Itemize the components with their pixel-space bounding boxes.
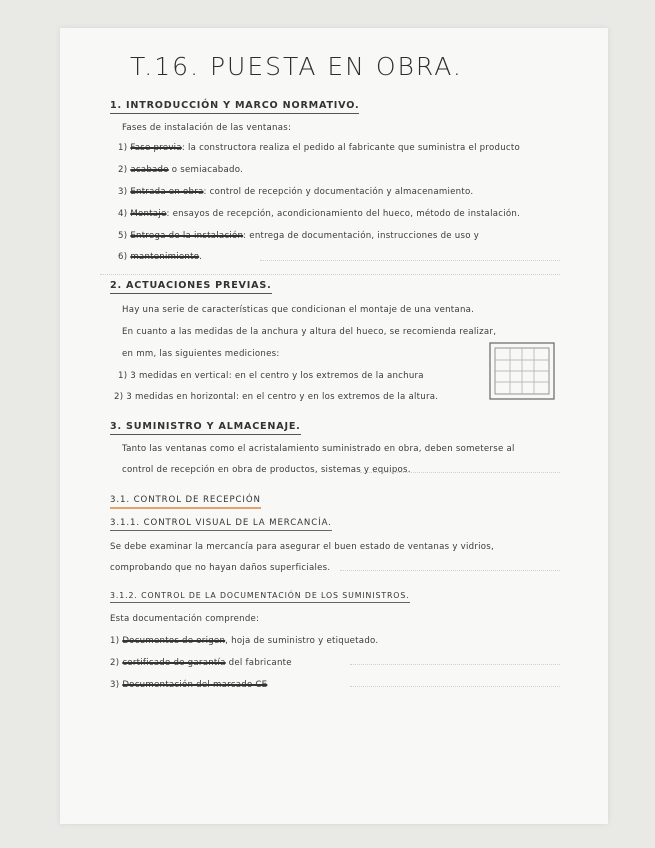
list-item: 5) Entrega de la instalación: entrega de documentación, instrucciones de uso y	[118, 231, 480, 241]
paragraph-line: Se debe examinar la mercancía para asegurar el buen estado de ventanas y vidrios,	[110, 542, 494, 552]
dotted-rule	[100, 274, 560, 275]
list-item: 3) Documentación del marcado CE	[110, 680, 268, 690]
paragraph-line: en mm, las siguientes mediciones:	[122, 349, 280, 359]
dotted-rule	[260, 260, 560, 261]
window-measurement-sketch	[488, 341, 556, 401]
dotted-rule	[350, 664, 560, 665]
paragraph-line: Tanto las ventanas como el acristalamiento suministrado en obra, deben someterse al	[122, 444, 515, 454]
list-item: 3) Entrada en obra: control de recepción y documentación y almacenamiento.	[118, 187, 474, 197]
paragraph-line: En cuanto a las medidas de la anchura y altura del hueco, se recomienda realizar,	[122, 327, 497, 337]
list-item: 2) acabado o semiacabado.	[118, 165, 244, 175]
document-page	[60, 28, 608, 824]
section-3-heading: 3. SUMINISTRO Y ALMACENAJE.	[110, 421, 301, 435]
list-item: 1) Fase previa: la constructora realiza el pedido al fabricante que suministra el producto	[118, 143, 520, 153]
paragraph-line: Esta documentación comprende:	[110, 614, 260, 624]
dotted-rule	[360, 472, 560, 473]
section-2-heading: 2. ACTUACIONES PREVIAS.	[110, 280, 272, 294]
paragraph-line: Hay una serie de características que condicionan el montaje de una ventana.	[122, 305, 475, 315]
list-item: 6) mantenimiento.	[118, 252, 203, 262]
section-1-intro: Fases de instalación de las ventanas:	[122, 123, 292, 133]
subsection-3-1-2-heading: 3.1.2. CONTROL DE LA DOCUMENTACIÓN DE LOS SUMINISTROS.	[110, 591, 410, 603]
page-title: T.16. PUESTA EN OBRA.	[130, 52, 463, 81]
list-item: 2) certificado de garantía del fabricante	[110, 658, 292, 668]
paragraph-line: comprobando que no hayan daños superficiales.	[110, 563, 331, 573]
subsection-3-1-heading: 3.1. CONTROL DE RECEPCIÓN	[110, 495, 261, 509]
list-item: 1) Documentos de origen, hoja de suministro y etiquetado.	[110, 636, 379, 646]
list-item: 1) 3 medidas en vertical: en el centro y los extremos de la anchura	[118, 371, 424, 381]
section-1-heading: 1. INTRODUCCIÓN Y MARCO NORMATIVO.	[110, 100, 359, 114]
dotted-rule	[340, 570, 560, 571]
dotted-rule	[350, 686, 560, 687]
paragraph-line: control de recepción en obra de productos, sistemas y equipos.	[122, 465, 411, 475]
list-item: 2) 3 medidas en horizontal: en el centro y en los extremos de la altura.	[114, 392, 439, 402]
subsection-3-1-1-heading: 3.1.1. CONTROL VISUAL DE LA MERCANCÍA.	[110, 518, 332, 531]
list-item: 4) Montaje: ensayos de recepción, acondicionamiento del hueco, método de instalación.	[118, 209, 521, 219]
